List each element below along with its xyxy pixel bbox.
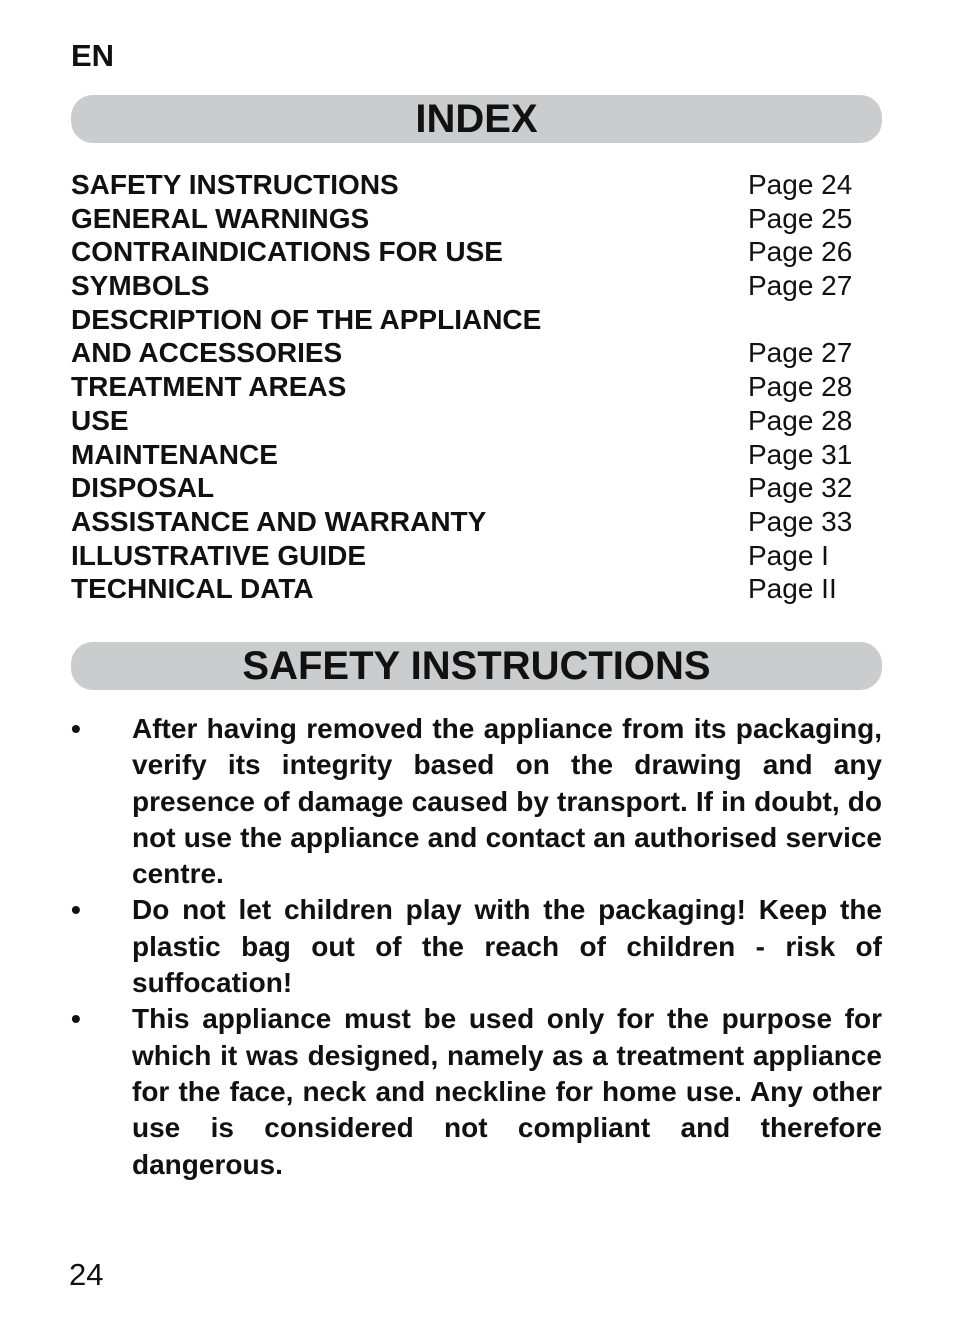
toc-entry-label: DISPOSAL — [71, 472, 215, 504]
index-heading: INDEX — [415, 97, 538, 141]
toc-entry — [71, 505, 871, 539]
toc-entry-label: MAINTENANCE — [71, 438, 278, 470]
list-item-text: This appliance must be used only for the purpose for which it was designed, namely as a treatment appliance for the face, neck and neckline for home use. Any other use is considered not compliant and therefore dangerous. — [132, 1003, 882, 1180]
toc-entry — [71, 539, 871, 573]
toc-entry — [71, 370, 871, 404]
toc-entry — [71, 438, 871, 472]
toc-entry-page: Page 25 — [748, 202, 853, 234]
toc-entry — [71, 336, 871, 370]
safety-instructions-list — [71, 711, 882, 1183]
toc-entry — [71, 471, 871, 505]
toc-entry — [71, 235, 871, 269]
table-of-contents — [71, 168, 871, 606]
toc-entry-page: Page II — [748, 573, 837, 605]
toc-entry — [71, 572, 871, 606]
toc-entry-page: Page 31 — [748, 438, 853, 470]
toc-entry-label: SYMBOLS — [71, 270, 210, 302]
toc-entry — [71, 404, 871, 438]
toc-entry-page: Page 33 — [748, 505, 853, 537]
toc-entry — [71, 269, 871, 303]
bullet-icon: • — [71, 713, 81, 744]
toc-entry-label: AND ACCESSORIES — [71, 337, 343, 369]
toc-entry-label: SAFETY INSTRUCTIONS — [71, 169, 399, 200]
toc-entry-page: Page 26 — [748, 236, 853, 268]
toc-entry-page: Page 27 — [748, 270, 853, 302]
toc-entry-label: ILLUSTRATIVE GUIDE — [71, 539, 367, 571]
toc-entry-page: Page 24 — [748, 169, 853, 200]
toc-entry-label: CONTRAINDICATIONS FOR USE — [71, 236, 503, 268]
list-item — [71, 711, 882, 892]
toc-entry-label: TREATMENT AREAS — [71, 371, 347, 403]
toc-entry-page: Page 28 — [748, 371, 853, 403]
toc-entry — [71, 303, 871, 337]
toc-entry-page: Page 28 — [748, 404, 853, 436]
safety-heading-banner — [71, 642, 882, 690]
list-item — [71, 1001, 882, 1182]
index-heading-banner — [71, 95, 882, 143]
page-number: 24 — [69, 1257, 104, 1292]
safety-heading: SAFETY INSTRUCTIONS — [242, 644, 711, 688]
toc-entry-page: Page I — [748, 539, 829, 571]
toc-entry-label: ASSISTANCE AND WARRANTY — [71, 505, 487, 537]
toc-entry-label: GENERAL WARNINGS — [71, 202, 370, 234]
toc-entry-label: DESCRIPTION OF THE APPLIANCE — [71, 303, 542, 335]
list-item-text: After having removed the appliance from its packaging, verify its integrity based on the drawing and any presence of damage caused by transport. If in doubt, do not use the appliance and contact an authorised service centre. — [132, 713, 882, 890]
toc-entry — [71, 168, 871, 202]
bullet-icon: • — [71, 894, 81, 926]
toc-entry-label: TECHNICAL DATA — [71, 573, 314, 605]
toc-entry-page: Page 27 — [748, 337, 853, 369]
list-item — [71, 892, 882, 1001]
toc-entry — [71, 202, 871, 236]
language-code: EN — [71, 38, 115, 73]
bullet-icon: • — [71, 1003, 81, 1035]
list-item-text: Do not let children play with the packaging! Keep the plastic bag out of the reach of children - risk of suffocation! — [132, 894, 882, 999]
toc-entry-label: USE — [71, 404, 129, 436]
toc-entry-page: Page 32 — [748, 472, 853, 504]
